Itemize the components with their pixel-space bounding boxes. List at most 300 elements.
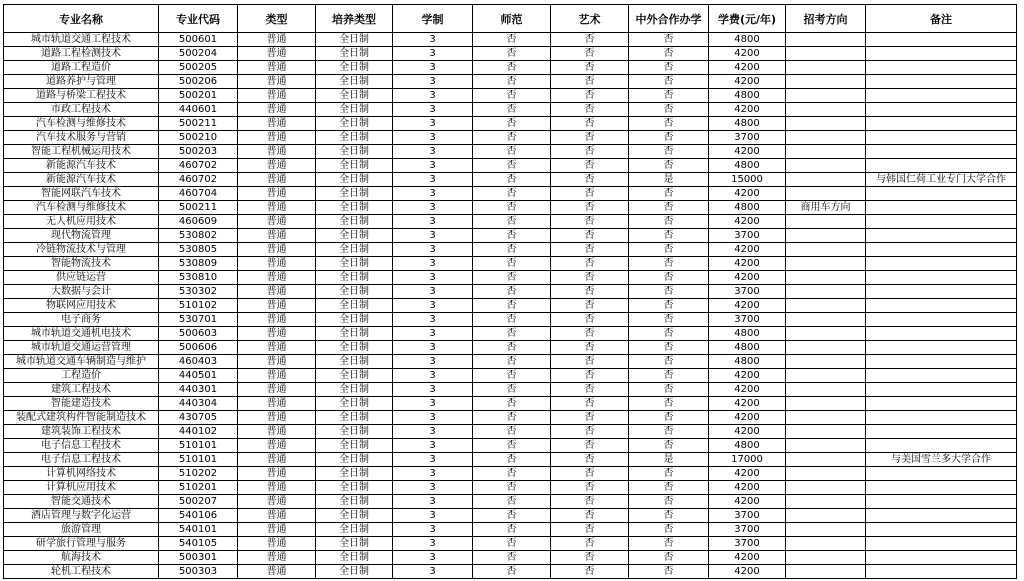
cell-duration: 3	[393, 201, 473, 215]
cell-training-type: 全日制	[316, 117, 393, 131]
cell-type: 普通	[238, 467, 316, 481]
cell-tuition: 4800	[709, 327, 786, 341]
cell-sino-foreign: 否	[629, 411, 709, 425]
cell-type: 普通	[238, 61, 316, 75]
cell-enrollment-direction	[786, 159, 866, 173]
cell-normal-school: 否	[473, 481, 551, 495]
cell-enrollment-direction	[786, 537, 866, 551]
cell-type: 普通	[238, 565, 316, 579]
column-header-art: 艺术	[551, 5, 629, 33]
cell-tuition: 4200	[709, 75, 786, 89]
cell-major-code: 510101	[159, 453, 238, 467]
cell-enrollment-direction	[786, 341, 866, 355]
cell-major-code: 440301	[159, 383, 238, 397]
cell-sino-foreign: 否	[629, 131, 709, 145]
cell-training-type: 全日制	[316, 33, 393, 47]
cell-type: 普通	[238, 481, 316, 495]
cell-enrollment-direction	[786, 117, 866, 131]
cell-major-code: 540101	[159, 523, 238, 537]
cell-art: 否	[551, 257, 629, 271]
cell-enrollment-direction	[786, 61, 866, 75]
cell-art: 否	[551, 369, 629, 383]
cell-duration: 3	[393, 187, 473, 201]
column-header-training-type: 培养类型	[316, 5, 393, 33]
cell-art: 否	[551, 243, 629, 257]
cell-enrollment-direction	[786, 355, 866, 369]
cell-art: 否	[551, 201, 629, 215]
cell-art: 否	[551, 341, 629, 355]
cell-type: 普通	[238, 201, 316, 215]
cell-training-type: 全日制	[316, 299, 393, 313]
cell-remarks	[866, 565, 1017, 579]
cell-tuition: 4800	[709, 439, 786, 453]
cell-sino-foreign: 否	[629, 495, 709, 509]
cell-duration: 3	[393, 341, 473, 355]
cell-remarks	[866, 397, 1017, 411]
cell-art: 否	[551, 453, 629, 467]
table-row	[4, 257, 1017, 271]
cell-normal-school: 否	[473, 257, 551, 271]
cell-duration: 3	[393, 299, 473, 313]
cell-duration: 3	[393, 47, 473, 61]
cell-art: 否	[551, 299, 629, 313]
cell-type: 普通	[238, 537, 316, 551]
cell-tuition: 4800	[709, 341, 786, 355]
cell-type: 普通	[238, 369, 316, 383]
cell-sino-foreign: 是	[629, 173, 709, 187]
cell-major-code: 530809	[159, 257, 238, 271]
table-row	[4, 537, 1017, 551]
cell-normal-school: 否	[473, 439, 551, 453]
cell-major-code: 510102	[159, 299, 238, 313]
cell-training-type: 全日制	[316, 467, 393, 481]
cell-training-type: 全日制	[316, 187, 393, 201]
cell-duration: 3	[393, 425, 473, 439]
cell-normal-school: 否	[473, 271, 551, 285]
cell-major-name: 汽车检测与维修技术	[4, 117, 159, 131]
cell-remarks	[866, 467, 1017, 481]
major-table	[3, 4, 1017, 579]
table-row	[4, 47, 1017, 61]
cell-remarks	[866, 537, 1017, 551]
cell-major-code: 510101	[159, 439, 238, 453]
cell-major-code: 440601	[159, 103, 238, 117]
cell-major-name: 新能源汽车技术	[4, 159, 159, 173]
cell-major-name: 装配式建筑构件智能制造技术	[4, 411, 159, 425]
cell-duration: 3	[393, 131, 473, 145]
cell-duration: 3	[393, 257, 473, 271]
cell-major-code: 500606	[159, 341, 238, 355]
cell-major-name: 道路工程检测技术	[4, 47, 159, 61]
cell-major-name: 市政工程技术	[4, 103, 159, 117]
cell-enrollment-direction	[786, 215, 866, 229]
cell-major-name: 航海技术	[4, 551, 159, 565]
cell-normal-school: 否	[473, 243, 551, 257]
cell-major-name: 旅游管理	[4, 523, 159, 537]
cell-normal-school: 否	[473, 523, 551, 537]
cell-training-type: 全日制	[316, 453, 393, 467]
table-row	[4, 313, 1017, 327]
table-row	[4, 33, 1017, 47]
cell-sino-foreign: 是	[629, 453, 709, 467]
cell-art: 否	[551, 61, 629, 75]
cell-normal-school: 否	[473, 313, 551, 327]
cell-duration: 3	[393, 229, 473, 243]
cell-major-name: 计算机应用技术	[4, 481, 159, 495]
cell-duration: 3	[393, 75, 473, 89]
cell-major-name: 汽车检测与维修技术	[4, 201, 159, 215]
cell-major-name: 城市轨道交通运营管理	[4, 341, 159, 355]
table-row	[4, 495, 1017, 509]
cell-major-code: 500603	[159, 327, 238, 341]
cell-training-type: 全日制	[316, 173, 393, 187]
cell-sino-foreign: 否	[629, 397, 709, 411]
cell-art: 否	[551, 187, 629, 201]
cell-sino-foreign: 否	[629, 327, 709, 341]
cell-major-code: 440501	[159, 369, 238, 383]
cell-sino-foreign: 否	[629, 355, 709, 369]
cell-enrollment-direction	[786, 47, 866, 61]
cell-remarks	[866, 103, 1017, 117]
cell-remarks: 与美国雪兰多大学合作	[866, 453, 1017, 467]
cell-remarks	[866, 355, 1017, 369]
cell-type: 普通	[238, 285, 316, 299]
cell-enrollment-direction	[786, 257, 866, 271]
cell-art: 否	[551, 411, 629, 425]
cell-art: 否	[551, 551, 629, 565]
cell-tuition: 4200	[709, 551, 786, 565]
cell-art: 否	[551, 271, 629, 285]
cell-enrollment-direction	[786, 89, 866, 103]
cell-duration: 3	[393, 551, 473, 565]
cell-tuition: 3700	[709, 509, 786, 523]
cell-tuition: 15000	[709, 173, 786, 187]
table-row	[4, 565, 1017, 579]
cell-major-name: 汽车技术服务与营销	[4, 131, 159, 145]
cell-sino-foreign: 否	[629, 145, 709, 159]
table-row	[4, 285, 1017, 299]
cell-normal-school: 否	[473, 229, 551, 243]
cell-remarks	[866, 299, 1017, 313]
cell-tuition: 3700	[709, 313, 786, 327]
cell-major-name: 智能物流技术	[4, 257, 159, 271]
cell-tuition: 4200	[709, 495, 786, 509]
column-header-major-code: 专业代码	[159, 5, 238, 33]
cell-type: 普通	[238, 75, 316, 89]
cell-sino-foreign: 否	[629, 61, 709, 75]
cell-duration: 3	[393, 103, 473, 117]
column-header-sino-foreign: 中外合作办学	[629, 5, 709, 33]
cell-tuition: 4800	[709, 89, 786, 103]
cell-art: 否	[551, 159, 629, 173]
cell-art: 否	[551, 397, 629, 411]
cell-normal-school: 否	[473, 145, 551, 159]
cell-enrollment-direction	[786, 145, 866, 159]
cell-sino-foreign: 否	[629, 481, 709, 495]
cell-major-code: 500206	[159, 75, 238, 89]
cell-enrollment-direction	[786, 397, 866, 411]
column-header-enrollment-direction: 招考方向	[786, 5, 866, 33]
cell-remarks: 与韩国仁荷工业专门大学合作	[866, 173, 1017, 187]
cell-duration: 3	[393, 61, 473, 75]
cell-tuition: 4200	[709, 425, 786, 439]
table-row	[4, 229, 1017, 243]
cell-type: 普通	[238, 117, 316, 131]
cell-type: 普通	[238, 523, 316, 537]
table-row	[4, 131, 1017, 145]
cell-normal-school: 否	[473, 425, 551, 439]
cell-major-code: 460702	[159, 159, 238, 173]
cell-major-name: 智能工程机械运用技术	[4, 145, 159, 159]
cell-duration: 3	[393, 467, 473, 481]
table-row	[4, 173, 1017, 187]
cell-art: 否	[551, 47, 629, 61]
cell-tuition: 4200	[709, 411, 786, 425]
cell-type: 普通	[238, 229, 316, 243]
cell-remarks	[866, 187, 1017, 201]
cell-major-name: 无人机应用技术	[4, 215, 159, 229]
table-row	[4, 61, 1017, 75]
cell-enrollment-direction	[786, 551, 866, 565]
cell-training-type: 全日制	[316, 425, 393, 439]
cell-enrollment-direction	[786, 33, 866, 47]
cell-normal-school: 否	[473, 397, 551, 411]
cell-training-type: 全日制	[316, 313, 393, 327]
table-row	[4, 243, 1017, 257]
cell-major-name: 建筑装饰工程技术	[4, 425, 159, 439]
cell-duration: 3	[393, 537, 473, 551]
cell-remarks	[866, 383, 1017, 397]
cell-duration: 3	[393, 89, 473, 103]
cell-normal-school: 否	[473, 187, 551, 201]
cell-tuition: 17000	[709, 453, 786, 467]
cell-normal-school: 否	[473, 369, 551, 383]
cell-remarks	[866, 551, 1017, 565]
cell-enrollment-direction	[786, 75, 866, 89]
cell-type: 普通	[238, 509, 316, 523]
cell-major-name: 工程造价	[4, 369, 159, 383]
cell-duration: 3	[393, 369, 473, 383]
cell-duration: 3	[393, 495, 473, 509]
cell-training-type: 全日制	[316, 75, 393, 89]
cell-training-type: 全日制	[316, 341, 393, 355]
cell-normal-school: 否	[473, 467, 551, 481]
cell-remarks	[866, 89, 1017, 103]
cell-art: 否	[551, 467, 629, 481]
cell-tuition: 4800	[709, 201, 786, 215]
cell-normal-school: 否	[473, 355, 551, 369]
cell-remarks	[866, 201, 1017, 215]
cell-major-name: 智能建造技术	[4, 397, 159, 411]
cell-major-code: 500211	[159, 201, 238, 215]
table-row	[4, 439, 1017, 453]
cell-enrollment-direction	[786, 509, 866, 523]
cell-art: 否	[551, 439, 629, 453]
cell-type: 普通	[238, 145, 316, 159]
cell-training-type: 全日制	[316, 383, 393, 397]
cell-sino-foreign: 否	[629, 285, 709, 299]
cell-training-type: 全日制	[316, 47, 393, 61]
cell-duration: 3	[393, 271, 473, 285]
cell-sino-foreign: 否	[629, 47, 709, 61]
cell-remarks	[866, 271, 1017, 285]
cell-training-type: 全日制	[316, 439, 393, 453]
column-header-duration: 学制	[393, 5, 473, 33]
table-row	[4, 383, 1017, 397]
cell-normal-school: 否	[473, 341, 551, 355]
cell-tuition: 4200	[709, 61, 786, 75]
cell-normal-school: 否	[473, 201, 551, 215]
cell-major-code: 460403	[159, 355, 238, 369]
cell-major-name: 电子信息工程技术	[4, 453, 159, 467]
cell-type: 普通	[238, 411, 316, 425]
cell-remarks	[866, 369, 1017, 383]
table-row	[4, 425, 1017, 439]
cell-training-type: 全日制	[316, 411, 393, 425]
cell-major-code: 540106	[159, 509, 238, 523]
cell-major-name: 城市轨道交通工程技术	[4, 33, 159, 47]
cell-art: 否	[551, 565, 629, 579]
cell-tuition: 4200	[709, 383, 786, 397]
cell-type: 普通	[238, 215, 316, 229]
table-row	[4, 299, 1017, 313]
cell-training-type: 全日制	[316, 565, 393, 579]
cell-sino-foreign: 否	[629, 215, 709, 229]
cell-training-type: 全日制	[316, 243, 393, 257]
cell-normal-school: 否	[473, 75, 551, 89]
cell-major-code: 500201	[159, 89, 238, 103]
cell-remarks	[866, 33, 1017, 47]
cell-art: 否	[551, 173, 629, 187]
cell-normal-school: 否	[473, 117, 551, 131]
cell-training-type: 全日制	[316, 271, 393, 285]
cell-normal-school: 否	[473, 327, 551, 341]
cell-major-name: 研学旅行管理与服务	[4, 537, 159, 551]
table-row	[4, 523, 1017, 537]
cell-normal-school: 否	[473, 285, 551, 299]
cell-type: 普通	[238, 313, 316, 327]
cell-duration: 3	[393, 117, 473, 131]
cell-tuition: 4800	[709, 117, 786, 131]
cell-remarks	[866, 145, 1017, 159]
cell-art: 否	[551, 313, 629, 327]
cell-sino-foreign: 否	[629, 159, 709, 173]
cell-duration: 3	[393, 215, 473, 229]
cell-enrollment-direction	[786, 369, 866, 383]
cell-major-name: 酒店管理与数字化运营	[4, 509, 159, 523]
cell-enrollment-direction	[786, 565, 866, 579]
cell-major-code: 500301	[159, 551, 238, 565]
cell-tuition: 4200	[709, 103, 786, 117]
cell-enrollment-direction	[786, 229, 866, 243]
cell-major-code: 530810	[159, 271, 238, 285]
cell-sino-foreign: 否	[629, 187, 709, 201]
cell-normal-school: 否	[473, 103, 551, 117]
cell-tuition: 4200	[709, 187, 786, 201]
cell-remarks	[866, 481, 1017, 495]
cell-enrollment-direction	[786, 173, 866, 187]
cell-normal-school: 否	[473, 537, 551, 551]
cell-major-name: 冷链物流技术与管理	[4, 243, 159, 257]
cell-sino-foreign: 否	[629, 383, 709, 397]
cell-type: 普通	[238, 551, 316, 565]
cell-sino-foreign: 否	[629, 439, 709, 453]
cell-type: 普通	[238, 271, 316, 285]
cell-art: 否	[551, 103, 629, 117]
cell-enrollment-direction	[786, 313, 866, 327]
cell-tuition: 3700	[709, 537, 786, 551]
cell-tuition: 3700	[709, 285, 786, 299]
cell-sino-foreign: 否	[629, 551, 709, 565]
cell-remarks	[866, 495, 1017, 509]
table-row	[4, 467, 1017, 481]
cell-type: 普通	[238, 257, 316, 271]
cell-tuition: 4200	[709, 467, 786, 481]
cell-major-code: 530701	[159, 313, 238, 327]
table-row	[4, 201, 1017, 215]
cell-remarks	[866, 257, 1017, 271]
cell-art: 否	[551, 537, 629, 551]
cell-sino-foreign: 否	[629, 89, 709, 103]
cell-art: 否	[551, 75, 629, 89]
table-row	[4, 397, 1017, 411]
cell-remarks	[866, 131, 1017, 145]
cell-enrollment-direction	[786, 467, 866, 481]
cell-major-code: 500601	[159, 33, 238, 47]
cell-art: 否	[551, 285, 629, 299]
cell-duration: 3	[393, 481, 473, 495]
cell-art: 否	[551, 215, 629, 229]
cell-enrollment-direction	[786, 523, 866, 537]
cell-duration: 3	[393, 33, 473, 47]
cell-remarks	[866, 229, 1017, 243]
cell-tuition: 4200	[709, 243, 786, 257]
cell-major-name: 城市轨道交通车辆制造与维护	[4, 355, 159, 369]
cell-duration: 3	[393, 355, 473, 369]
cell-major-code: 460702	[159, 173, 238, 187]
cell-enrollment-direction	[786, 495, 866, 509]
cell-remarks	[866, 327, 1017, 341]
cell-sino-foreign: 否	[629, 313, 709, 327]
table-row	[4, 509, 1017, 523]
table-row	[4, 145, 1017, 159]
cell-type: 普通	[238, 495, 316, 509]
cell-enrollment-direction	[786, 439, 866, 453]
cell-major-name: 电子商务	[4, 313, 159, 327]
cell-normal-school: 否	[473, 453, 551, 467]
cell-duration: 3	[393, 509, 473, 523]
cell-art: 否	[551, 425, 629, 439]
cell-major-name: 智能网联汽车技术	[4, 187, 159, 201]
cell-major-name: 城市轨道交通机电技术	[4, 327, 159, 341]
cell-normal-school: 否	[473, 159, 551, 173]
cell-duration: 3	[393, 173, 473, 187]
table-row	[4, 271, 1017, 285]
table-row	[4, 89, 1017, 103]
cell-remarks	[866, 117, 1017, 131]
cell-tuition: 3700	[709, 229, 786, 243]
cell-type: 普通	[238, 173, 316, 187]
cell-art: 否	[551, 495, 629, 509]
cell-enrollment-direction	[786, 243, 866, 257]
cell-training-type: 全日制	[316, 397, 393, 411]
cell-normal-school: 否	[473, 215, 551, 229]
cell-duration: 3	[393, 313, 473, 327]
cell-type: 普通	[238, 425, 316, 439]
cell-tuition: 4200	[709, 565, 786, 579]
cell-sino-foreign: 否	[629, 467, 709, 481]
cell-duration: 3	[393, 145, 473, 159]
